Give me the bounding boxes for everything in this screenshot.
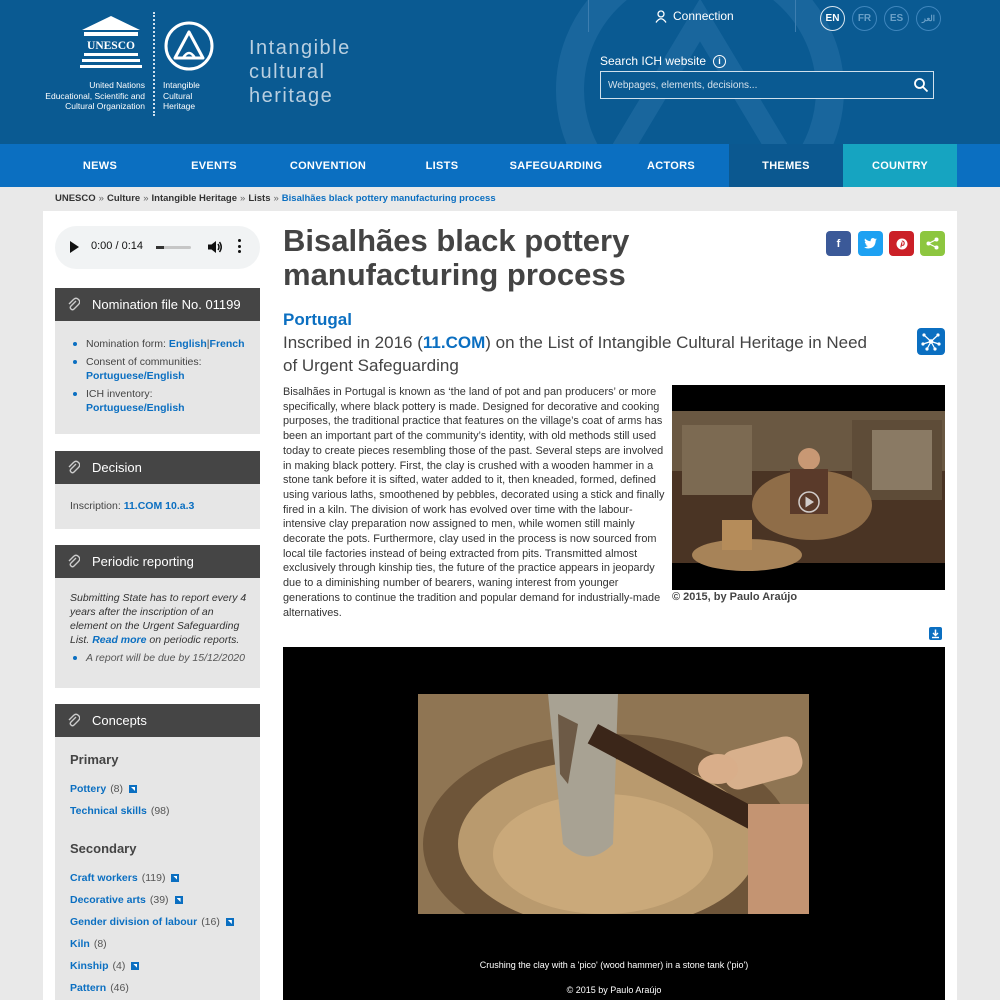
- unesco-logo[interactable]: [80, 14, 142, 72]
- breadcrumb-lists[interactable]: Lists: [248, 193, 271, 204]
- download-icon[interactable]: [929, 627, 942, 640]
- inscription-statement: Inscribed in 2016 (11.COM) on the List of Intangible Cultural Heritage in Need of Urgent Safeguarding: [283, 333, 868, 375]
- language-en[interactable]: EN: [820, 6, 845, 31]
- nomination-form-french-link[interactable]: French: [209, 338, 245, 350]
- nav-convention[interactable]: CONVENTION: [289, 159, 367, 172]
- concept-gender-division: Gender division of labour (16): [70, 916, 234, 928]
- nav-themes[interactable]: THEMES: [729, 144, 843, 187]
- nav-lists[interactable]: LISTS: [425, 159, 459, 172]
- decision-body: Inscription: 11.COM 10.a.3: [55, 484, 260, 529]
- audio-time: 0:00 / 0:14: [91, 240, 143, 252]
- concept-pottery: Pottery (8): [70, 783, 137, 795]
- nomination-form-item: Nomination form: English|French: [71, 337, 260, 351]
- external-link-icon[interactable]: [131, 962, 139, 970]
- periodic-reporting-body: [55, 578, 260, 688]
- concept-craft-workers: Craft workers (119): [70, 872, 179, 884]
- inscription-session-link[interactable]: 11.COM: [422, 333, 486, 352]
- concept-pattern: Pattern (46): [70, 982, 129, 994]
- external-link-icon[interactable]: [226, 918, 234, 926]
- share-button[interactable]: [920, 231, 945, 256]
- breadcrumb: UNESCO » Culture » Intangible Heritage » Lists » Bisalhães black pottery manufacturing process: [55, 193, 496, 204]
- ich-caption: Intangible Cultural Heritage: [163, 80, 200, 111]
- concept-technical-skills: Technical skills (98): [70, 805, 170, 817]
- more-options-icon[interactable]: [237, 239, 241, 255]
- network-graph-icon: [917, 328, 945, 355]
- nav-events[interactable]: EVENTS: [191, 159, 237, 172]
- video-credit: © 2015 by Paulo Araújo: [566, 985, 662, 995]
- external-link-icon[interactable]: [175, 896, 183, 904]
- read-more-link[interactable]: Read more: [92, 634, 147, 646]
- nav-country[interactable]: COUNTRY: [843, 144, 957, 187]
- search-label: Search ICH website i: [600, 54, 726, 68]
- language-ar[interactable]: العر: [916, 6, 941, 31]
- consent-link[interactable]: Portuguese/English: [86, 370, 185, 382]
- page-title: Bisalhães black pottery manufacturing process: [283, 223, 630, 292]
- breadcrumb-current: Bisalhães black pottery manufacturing process: [281, 193, 496, 204]
- inventory-link[interactable]: Portuguese/English: [86, 402, 185, 414]
- connection-link[interactable]: [655, 9, 734, 23]
- breadcrumb-intangible-heritage[interactable]: Intangible Heritage: [151, 193, 238, 204]
- user-icon: [655, 10, 667, 23]
- nomination-heading: Nomination file No. 01199: [55, 288, 260, 321]
- concepts-primary-label: Primary: [70, 752, 119, 767]
- info-icon[interactable]: i: [713, 55, 726, 68]
- site-header: [0, 0, 1000, 144]
- site-title[interactable]: Intangible cultural heritage: [249, 37, 351, 107]
- nav-actors[interactable]: ACTORS: [646, 159, 696, 172]
- unesco-logo-text: UNESCO: [87, 40, 135, 52]
- breadcrumb-unesco[interactable]: UNESCO: [55, 193, 96, 204]
- network-graph-button[interactable]: [917, 328, 945, 355]
- pinterest-share-button[interactable]: [889, 231, 914, 256]
- logo-divider: [153, 12, 155, 116]
- audio-player: [55, 226, 260, 269]
- facebook-share-button[interactable]: [826, 231, 851, 256]
- search-box: [600, 71, 934, 99]
- connection-label: Connection: [673, 9, 734, 23]
- country-link[interactable]: Portugal: [283, 310, 352, 329]
- concepts-secondary-label: Secondary: [70, 841, 137, 856]
- clay-crushing-photo: [418, 694, 809, 914]
- photo-caption: © 2015, by Paulo Araújo: [672, 591, 798, 603]
- nomination-body: [55, 321, 260, 434]
- paperclip-icon: [66, 712, 80, 728]
- nomination-form-english-link[interactable]: English: [168, 338, 207, 350]
- share-icon: [926, 237, 939, 250]
- play-icon[interactable]: [70, 241, 79, 253]
- concept-decorative-arts: Decorative arts (39): [70, 894, 183, 906]
- header-separator: [588, 0, 589, 32]
- breadcrumb-culture[interactable]: Culture: [106, 193, 141, 204]
- workshop-photo: [672, 385, 945, 590]
- nav-safeguarding[interactable]: SAFEGUARDING: [509, 159, 603, 172]
- concept-kinship: Kinship (4): [70, 960, 139, 972]
- language-es[interactable]: ES: [884, 6, 909, 31]
- element-description: Bisalhães in Portugal is known as ‘the land of pot and pan producers’ or more specifically, where black pottery is made. Designed for decorative and cooking purposes, the traditional practice that features on the village’s coat of arms has been an important part of the community’s identity, with old methods still used today to create pieces resembling those of the past. Several steps are involved in making black pottery. First, the clay is crushed with a wooden hammer in a stone tank before it is sifted, water added to it, then kneaded, formed, defined using various laths, smoothened by pebbles, decorated using a stick and finally fired in a kiln. The division of work has evolved over time with the labour-intensive clay preparation now assigned to men, while women still mainly decorate the pots. Furthermore, clay used in the process is now sourced from local tile factories instead of being extracted from pits. Transmitted almost exclusively through kinship ties, the future of the practice appears in jeopardy due to a diminishing number of bearers, waning interest from younger generations to continue the tradition and popular demand for industrially-made alternatives.: [283, 386, 665, 619]
- pinterest-icon: [896, 238, 908, 250]
- audio-progress-bar[interactable]: [156, 246, 191, 249]
- main-nav: [0, 144, 1000, 187]
- search-input[interactable]: [601, 72, 906, 98]
- video-caption: Crushing the clay with a 'pico' (wood hammer) in a stone tank ('pio'): [479, 960, 749, 970]
- unesco-caption: United Nations Educational, Scientific and Cultural Organization: [45, 80, 145, 111]
- nav-news[interactable]: NEWS: [82, 159, 118, 172]
- paperclip-icon: [66, 296, 80, 312]
- inventory-item: ICH inventory: Portuguese/English: [71, 387, 260, 415]
- paperclip-icon: [66, 459, 80, 475]
- decision-heading: Decision: [55, 451, 260, 484]
- decision-link[interactable]: 11.COM 10.a.3: [123, 500, 195, 512]
- concepts-heading: Concepts: [55, 704, 260, 737]
- photo-thumbnail[interactable]: [672, 385, 945, 590]
- facebook-icon: f: [836, 237, 841, 250]
- external-link-icon[interactable]: [129, 785, 137, 793]
- periodic-reporting-heading: Periodic reporting: [55, 545, 260, 578]
- twitter-share-button[interactable]: [858, 231, 883, 256]
- volume-icon[interactable]: [207, 239, 223, 255]
- report-due: A report will be due by 15/12/2020: [70, 651, 248, 665]
- header-separator: [795, 0, 796, 32]
- consent-item: Consent of communities: Portuguese/English: [71, 355, 260, 383]
- ich-logo[interactable]: [163, 20, 215, 72]
- paperclip-icon: [66, 553, 80, 569]
- concept-kiln: Kiln (8): [70, 938, 107, 950]
- language-fr[interactable]: FR: [852, 6, 877, 31]
- external-link-icon[interactable]: [171, 874, 179, 882]
- search-icon[interactable]: [913, 77, 929, 93]
- periodic-text: Submitting State has to report every 4 years after the inscription of an element on the Urgent Safeguarding List. Read more on periodic reports. A report will be due by 15/12/2020: [70, 592, 247, 664]
- twitter-icon: [864, 238, 877, 249]
- video-slideshow[interactable]: [283, 647, 945, 1000]
